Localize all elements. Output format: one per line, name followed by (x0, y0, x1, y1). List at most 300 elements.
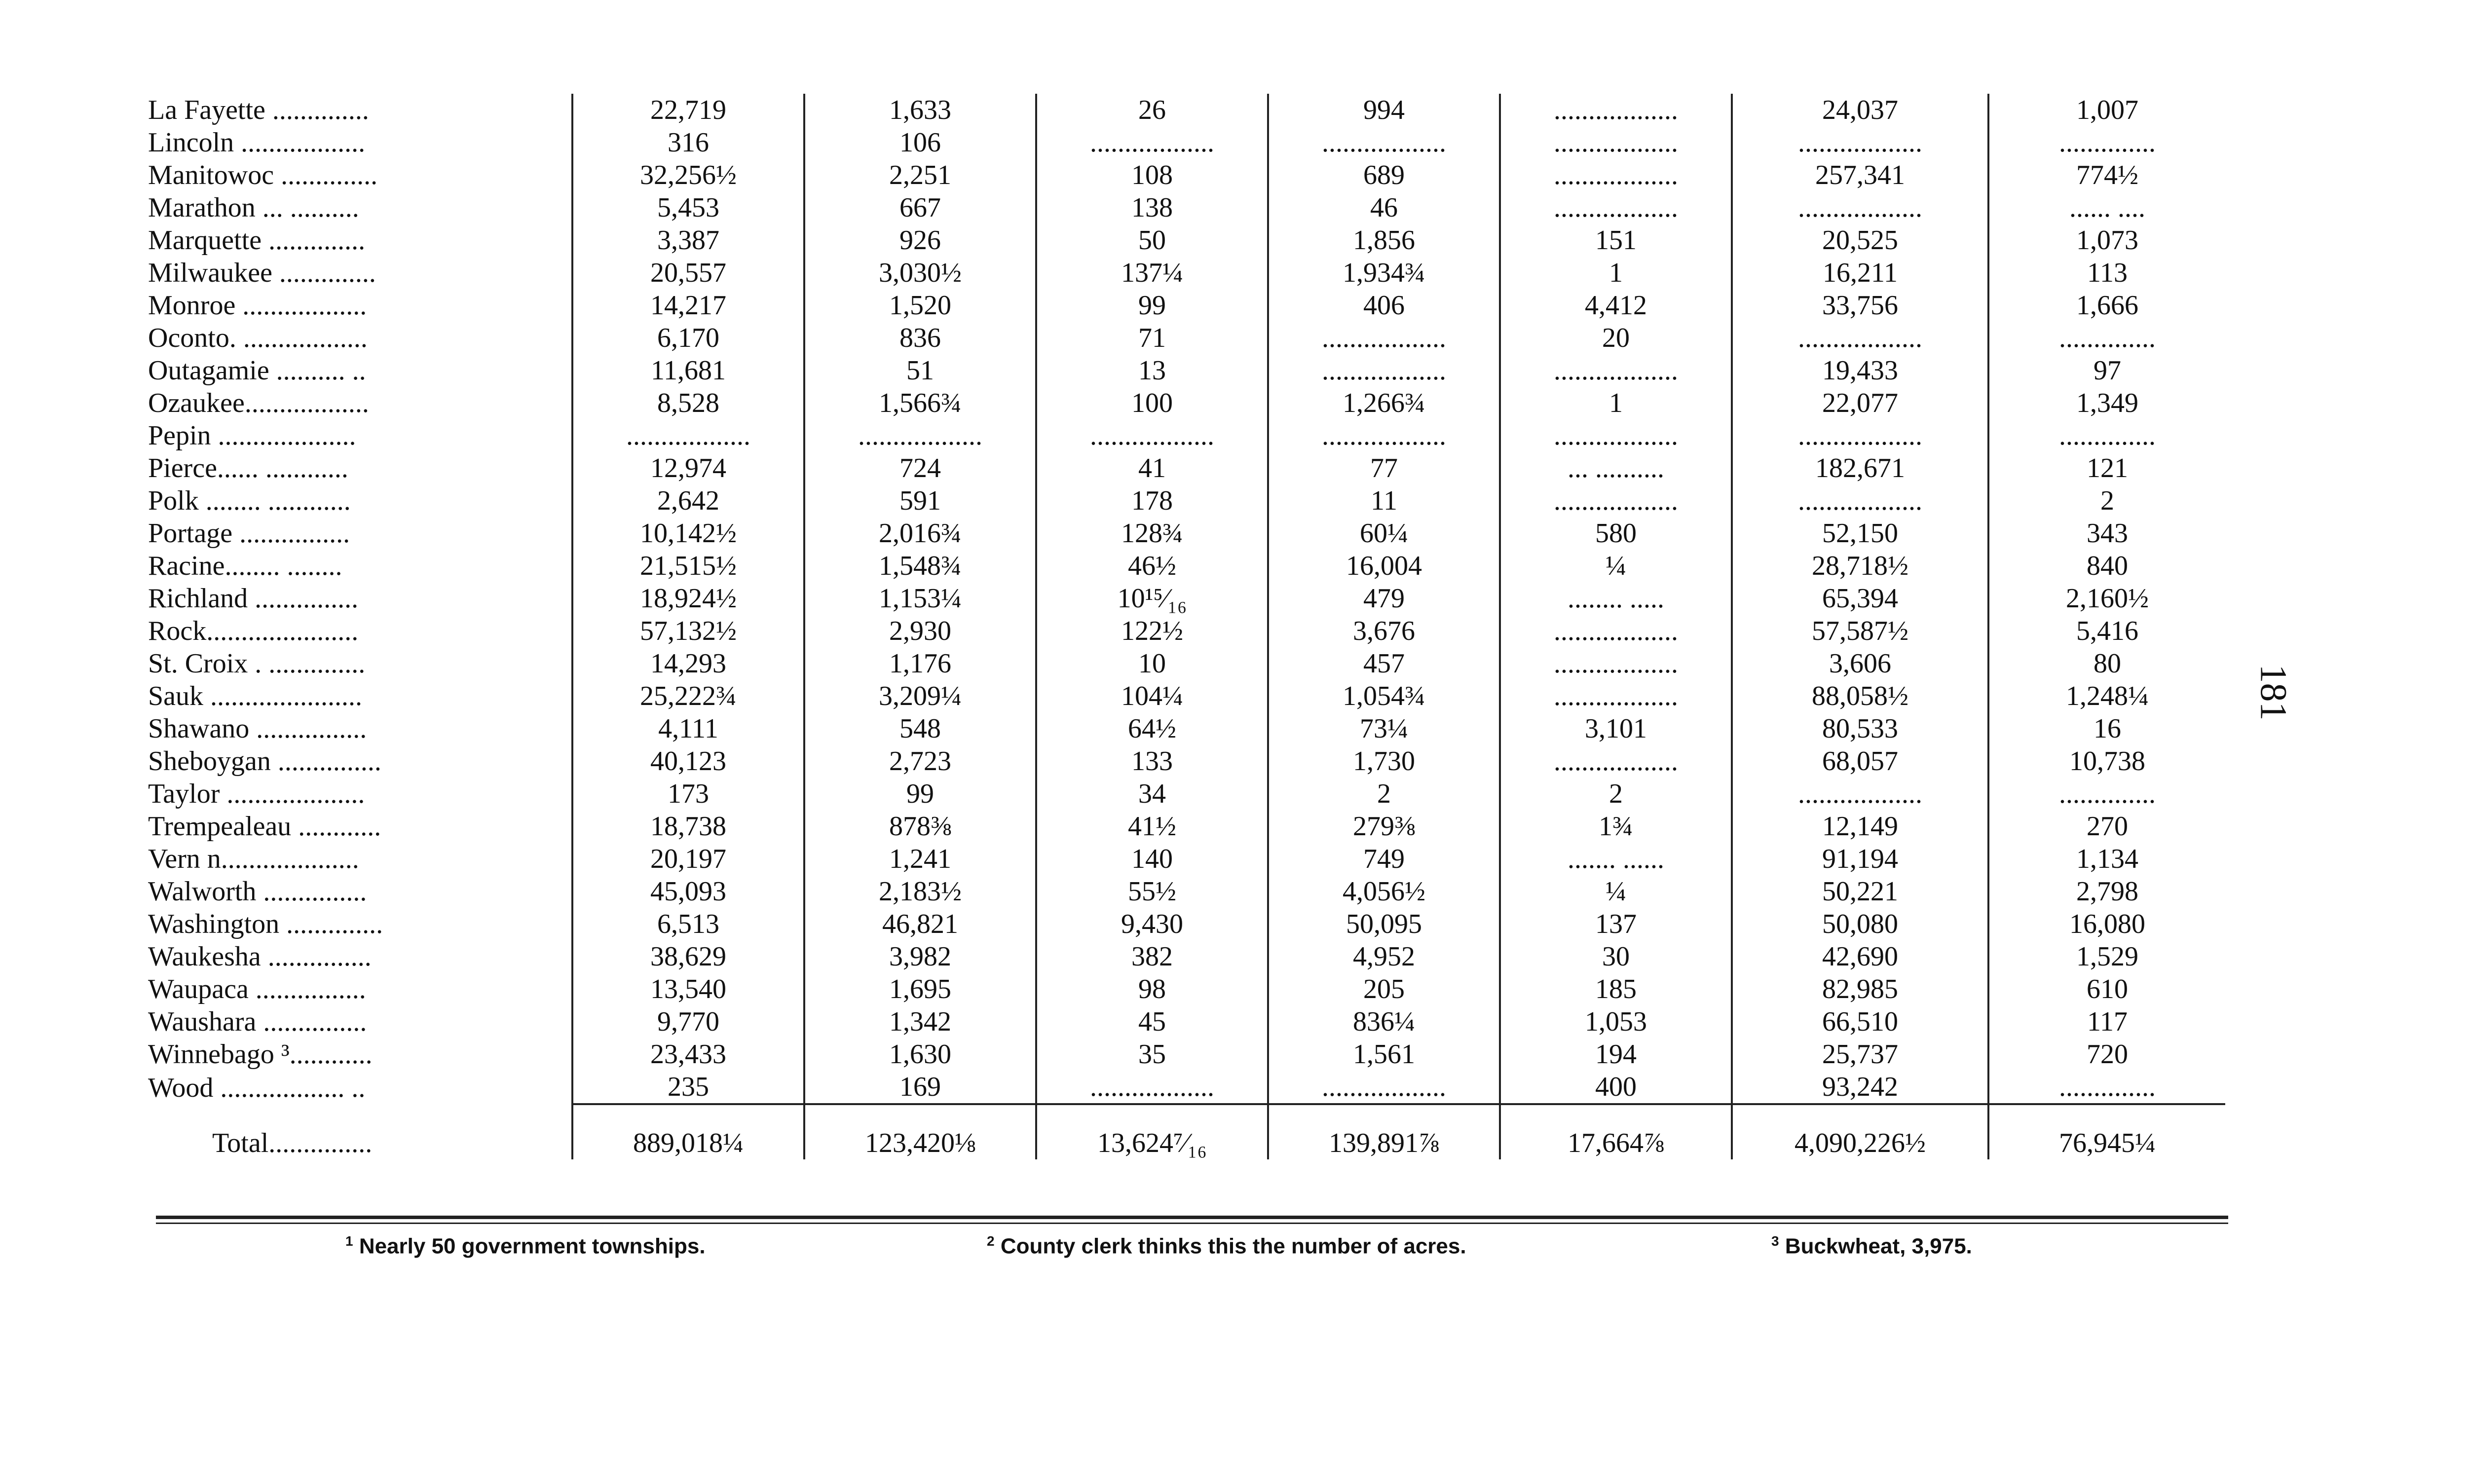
table-row (138, 159, 2225, 191)
data-cell-4: 3,676 (1268, 615, 1500, 647)
table-row (138, 484, 2225, 517)
data-cell-7: 610 (1988, 973, 2225, 1005)
county-name: Pierce...... ............ (148, 453, 348, 483)
data-cell-1: 9,770 (572, 1005, 804, 1038)
data-cell-1: 18,924½ (572, 582, 804, 615)
data-cell-7: 1,349 (1988, 387, 2225, 419)
data-cell-2: 1,520 (804, 289, 1036, 322)
data-cell-4: 4,056½ (1268, 875, 1500, 908)
data-cell-7: 10,738 (1988, 745, 2225, 778)
data-cell-4: 1,561 (1268, 1038, 1500, 1071)
data-cell-4: 11 (1268, 484, 1500, 517)
data-cell-1: 173 (572, 778, 804, 810)
table-row (138, 582, 2225, 615)
county-name: Winnebago ³............ (148, 1039, 373, 1070)
data-cell-7: .............. (1988, 1071, 2225, 1104)
data-cell-3: 41½ (1036, 810, 1268, 843)
county-name: Washington .............. (148, 909, 383, 939)
data-cell-6: .................. (1732, 778, 1988, 810)
data-cell-2: 3,982 (804, 940, 1036, 973)
county-name: Lincoln .................. (148, 127, 366, 158)
data-cell-1: 6,513 (572, 908, 804, 940)
data-cell-4: 2 (1268, 778, 1500, 810)
data-cell-4: 479 (1268, 582, 1500, 615)
footnote-2 (987, 1233, 1466, 1259)
data-cell-6: 42,690 (1732, 940, 1988, 973)
data-cell-3: 45 (1036, 1005, 1268, 1038)
total-label: Total............... (212, 1128, 373, 1158)
data-cell-5: ....... ...... (1500, 843, 1732, 875)
data-cell-6: 25,737 (1732, 1038, 1988, 1071)
data-cell-3: 133 (1036, 745, 1268, 778)
data-cell-7: .............. (1988, 322, 2225, 354)
data-cell-4: .................. (1268, 354, 1500, 387)
data-cell-3: .................. (1036, 1071, 1268, 1104)
data-cell-7: 5,416 (1988, 615, 2225, 647)
data-cell-5: .................. (1500, 159, 1732, 191)
data-cell-3: 34 (1036, 778, 1268, 810)
data-cell-2: 2,930 (804, 615, 1036, 647)
data-cell-7: 2,798 (1988, 875, 2225, 908)
county-name: Wood .................. .. (148, 1073, 366, 1103)
data-cell-2: 1,342 (804, 1005, 1036, 1038)
data-cell-1: 12,974 (572, 452, 804, 484)
data-cell-2: 2,016¾ (804, 517, 1036, 550)
data-cell-2: 169 (804, 1071, 1036, 1104)
data-cell-7: .............. (1988, 419, 2225, 452)
data-cell-7: 270 (1988, 810, 2225, 843)
table-row (138, 517, 2225, 550)
total-cell-5: 17,664⅞ (1500, 1104, 1732, 1159)
table-row (138, 778, 2225, 810)
data-cell-5: .................. (1500, 419, 1732, 452)
data-cell-6: 20,525 (1732, 224, 1988, 257)
data-cell-7: 1,529 (1988, 940, 2225, 973)
data-cell-4: 16,004 (1268, 550, 1500, 582)
data-cell-4: 279⅜ (1268, 810, 1500, 843)
data-cell-5: ... .......... (1500, 452, 1732, 484)
bottom-rule-thick (156, 1216, 2228, 1219)
table-row (138, 875, 2225, 908)
data-cell-5: 30 (1500, 940, 1732, 973)
county-name: Waushara ............... (148, 1006, 367, 1037)
table-row (138, 419, 2225, 452)
data-cell-2: 99 (804, 778, 1036, 810)
table-row (138, 940, 2225, 973)
data-cell-2: 548 (804, 712, 1036, 745)
data-cell-4: 406 (1268, 289, 1500, 322)
table-row (138, 745, 2225, 778)
data-cell-7: 1,666 (1988, 289, 2225, 322)
data-cell-5: .................. (1500, 191, 1732, 224)
data-cell-6: 93,242 (1732, 1071, 1988, 1104)
data-cell-4: 1,730 (1268, 745, 1500, 778)
county-name: Waukesha ............... (148, 941, 372, 972)
data-cell-1: 45,093 (572, 875, 804, 908)
footnote-1 (345, 1233, 706, 1259)
data-cell-6: 19,433 (1732, 354, 1988, 387)
data-cell-5: ¼ (1500, 550, 1732, 582)
table-row (138, 712, 2225, 745)
data-cell-5: .................. (1500, 615, 1732, 647)
data-cell-3: 104¼ (1036, 680, 1268, 712)
data-cell-6: .................. (1732, 126, 1988, 159)
data-cell-1: 40,123 (572, 745, 804, 778)
county-name: Outagamie .......... .. (148, 355, 366, 386)
data-cell-6: 257,341 (1732, 159, 1988, 191)
data-cell-3: 50 (1036, 224, 1268, 257)
data-cell-4: 1,856 (1268, 224, 1500, 257)
data-cell-4: 4,952 (1268, 940, 1500, 973)
table-row (138, 615, 2225, 647)
data-cell-7: 1,248¼ (1988, 680, 2225, 712)
county-name: Walworth ............... (148, 876, 367, 907)
county-name: St. Croix . .............. (148, 648, 366, 679)
data-cell-2: 1,176 (804, 647, 1036, 680)
data-cell-5: .................. (1500, 745, 1732, 778)
footnote-2-mark: 2 (987, 1233, 995, 1249)
table-row (138, 550, 2225, 582)
data-cell-6: 182,671 (1732, 452, 1988, 484)
data-cell-2: 1,241 (804, 843, 1036, 875)
data-cell-7: .............. (1988, 126, 2225, 159)
table-row (138, 224, 2225, 257)
total-row (138, 1104, 2225, 1159)
data-cell-3: 10¹⁵⁄₁₆ (1036, 582, 1268, 615)
data-cell-1: 23,433 (572, 1038, 804, 1071)
data-cell-2: 591 (804, 484, 1036, 517)
data-cell-2: 1,566¾ (804, 387, 1036, 419)
data-cell-4: 50,095 (1268, 908, 1500, 940)
county-name: Pepin .................... (148, 420, 356, 451)
data-cell-5: .................. (1500, 647, 1732, 680)
county-name: Waupaca ................ (148, 974, 366, 1004)
table-row (138, 1038, 2225, 1071)
data-cell-6: 91,194 (1732, 843, 1988, 875)
data-cell-4: .................. (1268, 419, 1500, 452)
data-cell-6: 24,037 (1732, 94, 1988, 126)
data-cell-5: .................. (1500, 354, 1732, 387)
data-cell-6: .................. (1732, 419, 1988, 452)
data-cell-3: 55½ (1036, 875, 1268, 908)
data-cell-5: 151 (1500, 224, 1732, 257)
data-cell-3: 382 (1036, 940, 1268, 973)
total-cell-6: 4,090,226½ (1732, 1104, 1988, 1159)
data-cell-2: 46,821 (804, 908, 1036, 940)
data-cell-5: 137 (1500, 908, 1732, 940)
county-name: Monroe .................. (148, 290, 367, 321)
data-cell-1: 14,217 (572, 289, 804, 322)
data-cell-3: 140 (1036, 843, 1268, 875)
data-cell-5: 2 (1500, 778, 1732, 810)
data-cell-1: 20,557 (572, 257, 804, 289)
data-cell-3: 9,430 (1036, 908, 1268, 940)
data-cell-1: 20,197 (572, 843, 804, 875)
data-cell-5: 194 (1500, 1038, 1732, 1071)
data-cell-4: 1,054¾ (1268, 680, 1500, 712)
data-cell-1: 8,528 (572, 387, 804, 419)
table-row (138, 387, 2225, 419)
data-cell-1: 38,629 (572, 940, 804, 973)
data-cell-3: 98 (1036, 973, 1268, 1005)
bottom-rule-thin (156, 1223, 2228, 1224)
county-name: Marathon ... .......... (148, 192, 359, 223)
table-row (138, 191, 2225, 224)
county-name: Racine........ ........ (148, 551, 342, 581)
data-cell-3: 41 (1036, 452, 1268, 484)
data-cell-6: 88,058½ (1732, 680, 1988, 712)
county-name: Vern n.................... (148, 844, 359, 874)
data-cell-1: .................. (572, 419, 804, 452)
table-row (138, 810, 2225, 843)
total-cell-7: 76,945¼ (1988, 1104, 2225, 1159)
county-statistics-table (138, 94, 2225, 1159)
data-cell-2: 1,695 (804, 973, 1036, 1005)
data-cell-2: 1,633 (804, 94, 1036, 126)
data-cell-7: 97 (1988, 354, 2225, 387)
county-name: Portage ................ (148, 518, 350, 549)
data-cell-3: 100 (1036, 387, 1268, 419)
table-row (138, 1005, 2225, 1038)
data-cell-7: 113 (1988, 257, 2225, 289)
table-row (138, 843, 2225, 875)
data-cell-1: 235 (572, 1071, 804, 1104)
data-cell-6: 82,985 (1732, 973, 1988, 1005)
data-cell-5: ¼ (1500, 875, 1732, 908)
data-cell-6: 12,149 (1732, 810, 1988, 843)
data-cell-6: 66,510 (1732, 1005, 1988, 1038)
data-cell-6: 16,211 (1732, 257, 1988, 289)
data-cell-5: 3,101 (1500, 712, 1732, 745)
county-name: Milwaukee .............. (148, 258, 376, 288)
data-cell-6: .................. (1732, 191, 1988, 224)
county-name: Trempealeau ............ (148, 811, 381, 842)
county-name: La Fayette .............. (148, 95, 369, 125)
county-name: Sauk ...................... (148, 681, 362, 711)
table-row (138, 257, 2225, 289)
table-row (138, 126, 2225, 159)
data-cell-5: 4,412 (1500, 289, 1732, 322)
data-cell-5: 185 (1500, 973, 1732, 1005)
data-cell-2: 836 (804, 322, 1036, 354)
data-cell-3: 71 (1036, 322, 1268, 354)
data-cell-1: 316 (572, 126, 804, 159)
data-cell-3: 99 (1036, 289, 1268, 322)
data-cell-2: 667 (804, 191, 1036, 224)
data-cell-7: 16 (1988, 712, 2225, 745)
data-cell-4: 205 (1268, 973, 1500, 1005)
data-cell-7: 80 (1988, 647, 2225, 680)
data-cell-3: 64½ (1036, 712, 1268, 745)
data-cell-6: 22,077 (1732, 387, 1988, 419)
data-cell-6: 50,221 (1732, 875, 1988, 908)
data-cell-4: .................. (1268, 126, 1500, 159)
data-cell-6: 3,606 (1732, 647, 1988, 680)
data-cell-6: 80,533 (1732, 712, 1988, 745)
data-cell-4: 994 (1268, 94, 1500, 126)
data-cell-4: 60¼ (1268, 517, 1500, 550)
data-cell-4: 1,934¾ (1268, 257, 1500, 289)
data-cell-7: 117 (1988, 1005, 2225, 1038)
data-cell-2: .................. (804, 419, 1036, 452)
data-cell-2: 1,548¾ (804, 550, 1036, 582)
data-cell-5: 1 (1500, 387, 1732, 419)
total-cell-3: 13,624⁷⁄₁₆ (1036, 1104, 1268, 1159)
data-cell-2: 1,153¼ (804, 582, 1036, 615)
data-cell-2: 2,723 (804, 745, 1036, 778)
data-cell-1: 3,387 (572, 224, 804, 257)
data-cell-1: 4,111 (572, 712, 804, 745)
footnote-3 (1771, 1233, 1972, 1259)
data-cell-3: 35 (1036, 1038, 1268, 1071)
data-cell-4: 457 (1268, 647, 1500, 680)
county-name: Oconto. .................. (148, 323, 368, 353)
data-cell-5: .................. (1500, 94, 1732, 126)
data-cell-5: 20 (1500, 322, 1732, 354)
data-cell-1: 6,170 (572, 322, 804, 354)
table-body (138, 94, 2225, 1159)
data-cell-6: 52,150 (1732, 517, 1988, 550)
data-cell-6: 65,394 (1732, 582, 1988, 615)
data-cell-1: 14,293 (572, 647, 804, 680)
footnote-2-text: County clerk thinks this the number of acres. (1000, 1234, 1466, 1259)
data-cell-4: 77 (1268, 452, 1500, 484)
data-cell-3: 13 (1036, 354, 1268, 387)
data-cell-7: 121 (1988, 452, 2225, 484)
data-cell-7: 1,073 (1988, 224, 2225, 257)
data-cell-2: 2,251 (804, 159, 1036, 191)
county-name: Rock...................... (148, 616, 359, 646)
county-name: Sheboygan ............... (148, 746, 381, 777)
data-cell-7: 1,007 (1988, 94, 2225, 126)
data-cell-1: 57,132½ (572, 615, 804, 647)
data-cell-1: 21,515½ (572, 550, 804, 582)
table-row (138, 1071, 2225, 1104)
data-cell-1: 2,642 (572, 484, 804, 517)
data-cell-3: 138 (1036, 191, 1268, 224)
county-name: Shawano ................ (148, 713, 367, 744)
table-row (138, 680, 2225, 712)
total-cell-4: 139,891⅞ (1268, 1104, 1500, 1159)
data-cell-4: 73¼ (1268, 712, 1500, 745)
data-cell-6: .................. (1732, 322, 1988, 354)
table-row (138, 354, 2225, 387)
data-cell-1: 13,540 (572, 973, 804, 1005)
data-cell-3: 128¾ (1036, 517, 1268, 550)
data-cell-5: .................. (1500, 126, 1732, 159)
table-row (138, 973, 2225, 1005)
data-cell-4: 749 (1268, 843, 1500, 875)
data-cell-3: 26 (1036, 94, 1268, 126)
data-cell-5: 580 (1500, 517, 1732, 550)
data-cell-3: 178 (1036, 484, 1268, 517)
data-cell-6: .................. (1732, 484, 1988, 517)
county-name: Manitowoc .............. (148, 160, 378, 190)
table-row (138, 908, 2225, 940)
data-cell-5: 1¾ (1500, 810, 1732, 843)
total-cell-2: 123,420⅛ (804, 1104, 1036, 1159)
table-row (138, 289, 2225, 322)
data-cell-6: 57,587½ (1732, 615, 1988, 647)
table-row (138, 94, 2225, 126)
data-cell-2: 878⅜ (804, 810, 1036, 843)
data-cell-7: 2,160½ (1988, 582, 2225, 615)
data-cell-2: 2,183½ (804, 875, 1036, 908)
table-row (138, 322, 2225, 354)
table-row (138, 647, 2225, 680)
page-number: 181 (2252, 664, 2294, 721)
county-name: Marquette .............. (148, 225, 366, 256)
data-cell-5: 400 (1500, 1071, 1732, 1104)
data-cell-4: 836¼ (1268, 1005, 1500, 1038)
county-name: Taylor .................... (148, 779, 365, 809)
data-cell-3: 108 (1036, 159, 1268, 191)
data-cell-7: 774½ (1988, 159, 2225, 191)
data-cell-1: 32,256½ (572, 159, 804, 191)
data-cell-2: 3,030½ (804, 257, 1036, 289)
footnote-3-mark: 3 (1771, 1233, 1779, 1249)
data-cell-2: 926 (804, 224, 1036, 257)
data-cell-2: 51 (804, 354, 1036, 387)
data-cell-1: 11,681 (572, 354, 804, 387)
data-cell-1: 5,453 (572, 191, 804, 224)
data-cell-7: ...... .... (1988, 191, 2225, 224)
data-cell-2: 3,209¼ (804, 680, 1036, 712)
total-cell-1: 889,018¼ (572, 1104, 804, 1159)
data-cell-5: 1 (1500, 257, 1732, 289)
data-cell-7: 16,080 (1988, 908, 2225, 940)
data-cell-1: 22,719 (572, 94, 804, 126)
data-cell-5: ........ ..... (1500, 582, 1732, 615)
data-cell-3: 137¼ (1036, 257, 1268, 289)
data-cell-6: 50,080 (1732, 908, 1988, 940)
data-cell-7: 343 (1988, 517, 2225, 550)
data-cell-4: 1,266¾ (1268, 387, 1500, 419)
data-cell-2: 724 (804, 452, 1036, 484)
data-cell-7: 1,134 (1988, 843, 2225, 875)
data-cell-6: 68,057 (1732, 745, 1988, 778)
data-cell-6: 33,756 (1732, 289, 1988, 322)
data-cell-7: 2 (1988, 484, 2225, 517)
footnote-1-mark: 1 (345, 1233, 353, 1249)
data-cell-5: .................. (1500, 484, 1732, 517)
data-cell-2: 1,630 (804, 1038, 1036, 1071)
data-cell-7: 720 (1988, 1038, 2225, 1071)
footnote-1-text: Nearly 50 government townships. (359, 1234, 706, 1259)
data-cell-5: 1,053 (1500, 1005, 1732, 1038)
data-cell-6: 28,718½ (1732, 550, 1988, 582)
data-cell-3: .................. (1036, 419, 1268, 452)
data-cell-4: .................. (1268, 1071, 1500, 1104)
county-name: Ozaukee.................. (148, 388, 369, 418)
data-cell-3: .................. (1036, 126, 1268, 159)
data-cell-4: .................. (1268, 322, 1500, 354)
data-cell-4: 689 (1268, 159, 1500, 191)
data-cell-7: .............. (1988, 778, 2225, 810)
table-row (138, 452, 2225, 484)
footnote-3-text: Buckwheat, 3,975. (1785, 1234, 1972, 1259)
data-cell-7: 840 (1988, 550, 2225, 582)
data-cell-3: 10 (1036, 647, 1268, 680)
data-cell-1: 18,738 (572, 810, 804, 843)
data-cell-5: .................. (1500, 680, 1732, 712)
data-cell-3: 46½ (1036, 550, 1268, 582)
data-cell-4: 46 (1268, 191, 1500, 224)
data-cell-2: 106 (804, 126, 1036, 159)
data-cell-3: 122½ (1036, 615, 1268, 647)
data-cell-1: 10,142½ (572, 517, 804, 550)
data-cell-1: 25,222¾ (572, 680, 804, 712)
